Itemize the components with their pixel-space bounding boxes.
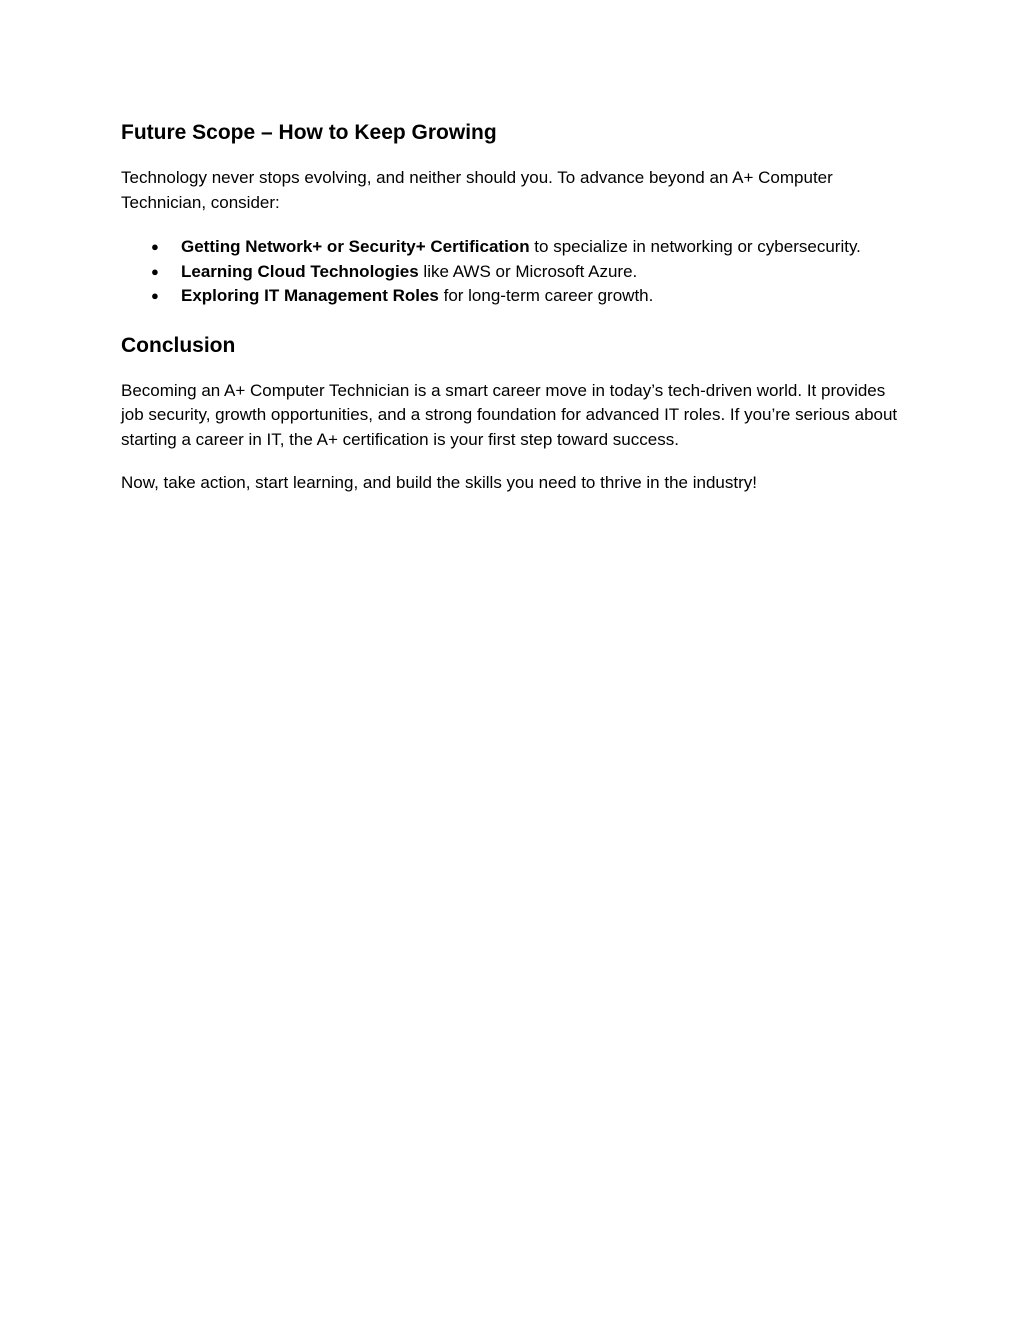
bullet-icon: ● [151,239,159,254]
list-item [121,260,911,285]
bullet-icon: ● [151,263,159,279]
list-item-bold-text: Learning Cloud Technologies [181,261,419,281]
closing-paragraph: Now, take action, start learning, and build the skills you need to thrive in the industry! [121,473,757,492]
document-page [121,116,911,496]
section-heading-future-scope: Future Scope – How to Keep Growing [121,121,497,144]
intro-paragraph: Technology never stops evolving, and neither should you. To advance beyond an A+ Computer Technician, consider: [121,168,833,212]
bullet-icon: ● [151,288,159,303]
list-item-bold-text: Exploring IT Management Roles [181,286,439,305]
list-item-bold-text: Getting Network+ or Security+ Certification [181,237,530,256]
bullet-list [121,235,911,309]
conclusion-paragraph: Becoming an A+ Computer Technician is a smart career move in today’s tech-driven world. It provides job security, growth opportunities, and a strong foundation for advanced IT roles. If you’re serious about starting a career in IT, the A+ certification is your first step toward success. [121,380,898,449]
list-item-text: like AWS or Microsoft Azure. [418,261,638,281]
list-item-text: to specialize in networking or cybersecurity. [529,237,861,256]
list-item [121,235,911,260]
section-heading-conclusion: Conclusion [121,333,236,357]
list-item [121,284,911,309]
list-item-text: for long-term career growth. [438,286,654,305]
